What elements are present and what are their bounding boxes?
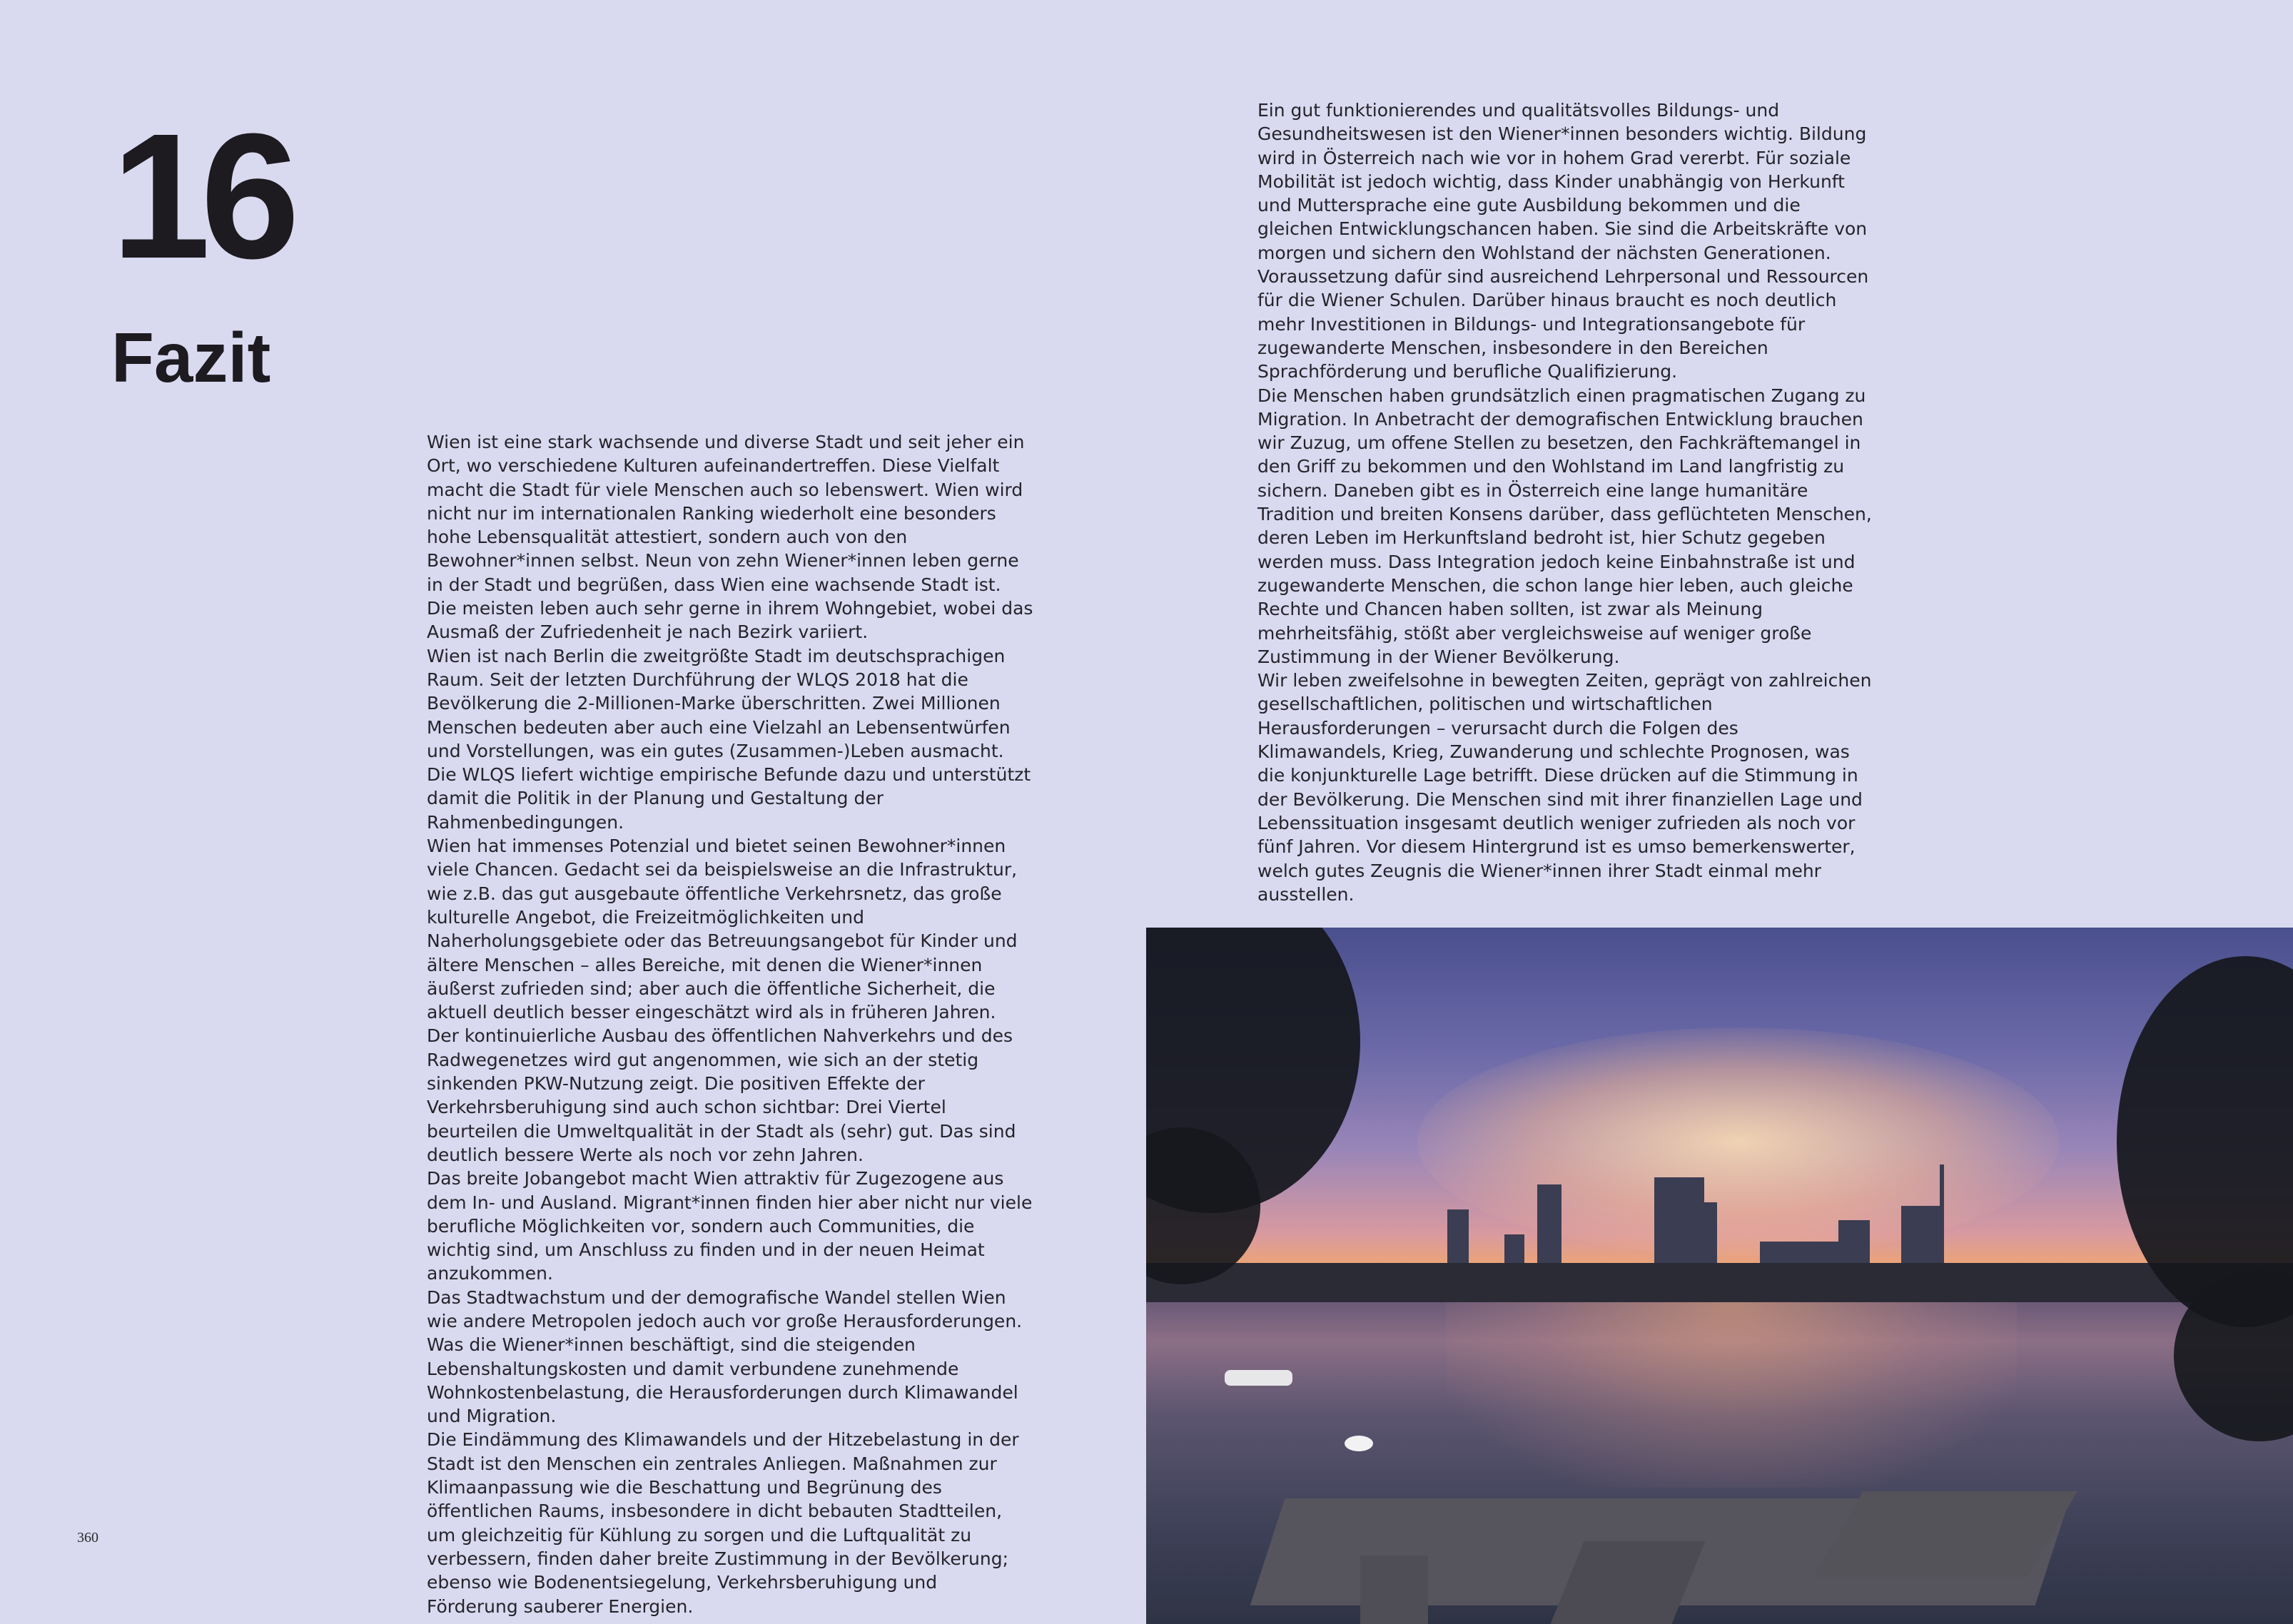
paragraph: Das breite Jobangebot macht Wien attraktiv für Zugezogene aus dem In- und Ausland. Migrant*innen finden hier aber nicht nur viele berufliche Möglichkeiten vor, sondern auch Communities, die wichtig sind, um Anschluss zu finden und in der neuen Heimat anzukommen. xyxy=(427,1168,1033,1284)
motorboat xyxy=(1225,1370,1292,1386)
page-number: 360 xyxy=(77,1530,98,1546)
chapter-title: Fazit xyxy=(111,318,271,397)
right-text-column xyxy=(1257,98,1873,906)
paragraph: Die Eindämmung des Klimawandels und der Hitzebelastung in der Stadt ist den Menschen ein zentrales Anliegen. Maßnahmen zur Klimaanpassung wie die Beschattung und Begrünung des öffentlichen Raums, insbesondere in dicht bebauten Stadtteilen, um gleichzeitig für Kühlung zu sorgen und die Luftqualität zu verbessern, finden daher breite Zustimmung in der Bevölkerung; ebenso wie Bodenentsiegelung, Verkehrsberuhigung und Förderung sauberer Energien. xyxy=(427,1429,1019,1617)
shoreline xyxy=(1146,1263,2293,1306)
paragraph: Der kontinuierliche Ausbau des öffentlichen Nahverkehrs und des Radwegenetzes wird gut angenommen, wie sich an der stetig sinkenden PKW-Nutzung zeigt. Die positiven Effekte der Verkehrsberuhigung sind auch schon sichtbar: Drei Viertel beurteilen die Umweltqualität in der Stadt als (sehr) gut. Das sind deutlich bessere Werte als noch vor zehn Jahren. xyxy=(427,1025,1016,1165)
left-text-column xyxy=(427,430,1033,1618)
paragraph: Ein gut funktionierendes und qualitätsvolles Bildungs- und Gesundheitswesen ist den Wiener*innen besonders wichtig. Bildung wird in Österreich nach wie vor in hohem Grad vererbt. Für soziale Mobilität ist jedoch wichtig, dass Kinder unabhängig von Herkunft und Muttersprache eine gute Ausbildung bekommen und die gleichen Entwicklungschancen haben. Sie sind die Arbeitskräfte von morgen und sichern den Wohlstand der nächsten Generationen. Voraussetzung dafür sind ausreichend Lehrpersonal und Ressourcen für die Wiener Schulen. Darüber hinaus braucht es noch deutlich mehr Investitionen in Bildungs- und Integrationsangebote für zugewanderte Menschen, insbesondere in den Bereichen Sprachförderung und berufliche Qualifizierung. xyxy=(1257,100,1869,382)
paragraph: Wir leben zweifelsohne in bewegten Zeiten, geprägt von zahlreichen gesellschaftlichen, politischen und wirtschaftlichen Herausforderungen – verursacht durch die Folgen des Klimawandels, Krieg, Zuwanderung und schlechte Prognosen, was die konjunkturelle Lage betrifft. Diese drücken auf die Stimmung in der Bevölkerung. Die Menschen sind mit ihrer finanziellen Lage und Lebenssituation insgesamt deutlich weniger zufrieden als noch vor fünf Jahren. Vor diesem Hintergrund ist es umso bemerkenswerter, welch gutes Zeugnis die Wiener*innen ihrer Stadt einmal mehr ausstellen. xyxy=(1257,670,1872,905)
paragraph: Das Stadtwachstum und der demografische Wandel stellen Wien wie andere Metropolen jedoch auch vor große Herausforderungen. Was die Wiener*innen beschäftigt, sind die steigenden Lebenshaltungskosten und damit verbundene zunehmende Wohnkostenbelastung, die Herausforderungen durch Klimawandel und Migration. xyxy=(427,1286,1023,1427)
paragraph: Wien ist nach Berlin die zweitgrößte Stadt im deutschsprachigen Raum. Seit der letzten Durchführung der WLQS 2018 hat die Bevölkerung die 2-Millionen-Marke überschritten. Zwei Millionen Menschen bedeuten aber auch eine Vielzahl an Lebensentwürfen und Vorstellungen, was ein gutes (Zusammen-)Leben ausmacht. Die WLQS liefert wichtige empirische Befunde dazu und unterstützt damit die Politik in der Planung und Gestaltung der Rahmenbedingungen. xyxy=(427,645,1031,833)
swan xyxy=(1345,1436,1373,1451)
sunset-glow xyxy=(1417,1027,2060,1256)
city-skyline-photo xyxy=(1146,928,2293,1624)
paragraph: Wien ist eine stark wachsende und diverse Stadt und seit jeher ein Ort, wo verschiedene Kulturen aufeinandertreffen. Diese Vielfalt macht die Stadt für viele Menschen auch so lebenswert. Wien wird nicht nur im internationalen Ranking wiederholt eine besonders hohe Lebensqualität attestiert, sondern auch von den Bewohner*innen selbst. Neun von zehn Wiener*innen leben gerne in der Stadt und begrüßen, dass Wien eine wachsende Stadt ist. Die meisten leben auch sehr gerne in ihrem Wohngebiet, wobei das Ausmaß der Zufriedenheit je nach Bezirk variiert. xyxy=(427,432,1033,643)
skyline-tower xyxy=(1940,1164,1944,1207)
sunset-reflection xyxy=(1446,1302,2017,1488)
paragraph: Wien hat immenses Potenzial und bietet seinen Bewohner*innen viele Chancen. Gedacht sei da beispielsweise an die Infrastruktur, wie z.B. das gut ausgebaute öffentliche Verkehrsnetz, das große kulturelle Angebot, die Freizeitmöglichkeiten und Naherholungsgebiete oder das Betreuungsangebot für Kinder und ältere Menschen – alles Bereiche, mit denen die Wiener*innen äußerst zufrieden sind; aber auch die öffentliche Sicherheit, die aktuell deutlich besser eingeschätzt wird als in früheren Jahren. xyxy=(427,836,1018,1023)
wooden-pier xyxy=(1360,1556,1428,1624)
chapter-number: 16 xyxy=(111,96,290,295)
paragraph: Die Menschen haben grundsätzlich einen pragmatischen Zugang zu Migration. In Anbetracht der demografischen Entwicklung brauchen wir Zuzug, um offene Stellen zu besetzen, den Fachkräftemangel in den Griff zu bekommen und den Wohlstand im Land langfristig zu sichern. Daneben gibt es in Österreich eine lange humanitäre Tradition und breiten Konsens darüber, dass geflüchteten Menschen, deren Leben im Herkunftsland bedroht ist, hier Schutz gegeben werden muss. Dass Integration jedoch keine Einbahnstraße ist und zugewanderte Menschen, die schon lange hier leben, auch gleiche Rechte und Chancen haben sollten, ist zwar als Meinung mehrheitsfähig, stößt aber vergleichsweise auf weniger große Zustimmung in der Wiener Bevölkerung. xyxy=(1257,385,1872,667)
